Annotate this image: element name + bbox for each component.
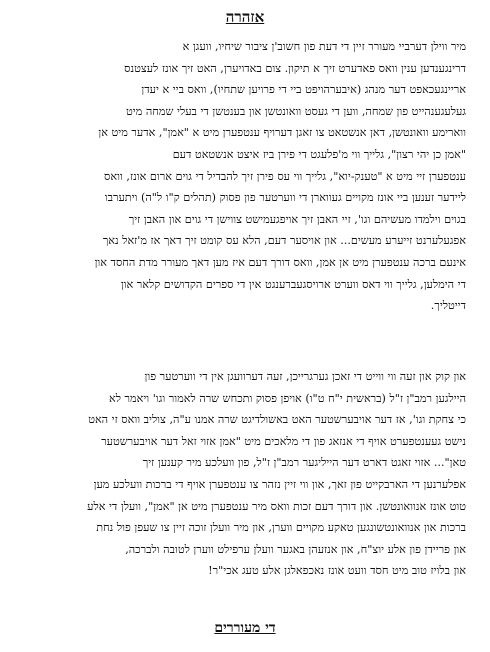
text-line: ענטפערן זיי מיט א "טענק-יוא", גלייך ווי עס פירן זיך להבדיל די גוים ארום אונז, וואס — [104, 169, 466, 183]
text-line: נישט געענטפערט אויף די אנזאג פון די מלאכים מיט "אמן אזוי זאל דער אויבערשטער — [101, 434, 466, 448]
text-line: טאן"... אזוי זאגט דארט דער הייליגער רמב"ן ז"ל, פון וועלכע מיר קענען זיך — [142, 456, 466, 470]
page-title: אזהרה — [225, 8, 265, 26]
paragraph-1 — [26, 36, 466, 317]
text-line: ברכות און אנוואונטשונגען טאקע מקויים ווערן, און מיר וועלן זוכה זיין צו שעפן פול נחת — [96, 521, 466, 535]
text-line: און קוק און זעה ווי ווייט די זאכן גערגרייכן, זעה דערוועגן אין די ווערטער פון — [144, 370, 466, 383]
text-line: דייטליך. — [430, 299, 466, 313]
signature: די מעוררים — [214, 620, 276, 636]
text-line: און פריידן פון אלע יוצ"ח, און אנזעהן באגער וועלן ערפילט ווערן לטובה ולברכה, — [125, 542, 466, 556]
text-line: אפגעלערנט זייערע מעשים... און אויסער דעם, הלא עס קומט זיך דאך אז מ'זאל נאך — [102, 234, 466, 248]
paragraph-2 — [26, 366, 466, 582]
text-line: אריינגעכאפט דער מנהג (איבערהויפט ביי די פרויען שתחיו), וואס ביי א יעדן — [141, 83, 466, 97]
text-line: כי צחקת וגו', אז דער אויבערשטער האט באשולדיגט שרה אמנו ע"ה, צוליב וואס זי האט — [88, 413, 466, 427]
text-line: אפלערנען די הארבקייט פון זאך, און ווי זיין נזהר צו ענטפערן אויף די ברכות וועלכע מען — [93, 477, 466, 491]
text-line: אינעם ברכה ענטפערן מיט אן אמן, וואס דורך דעם איז מען דאך מעורר מדת החסד און — [94, 255, 466, 269]
text-line: און בלויז טוב מיט חסד וועט אונז נאכפאלגן אלע טעג אכי"ר! — [208, 564, 466, 578]
text-line: טוט אונז אנוואונטשן. און דורך דעם זכות וואס מיר ענטפערן מיט אן "אמן", וועלן די אלע — [87, 499, 466, 513]
text-line: "אמן כן יהי רצון", גלייך ווי מ'פלעגט די פירן ביז איצט אנשטאט דעם — [172, 147, 466, 161]
text-line: דרינגענדען ענין וואס פאדערט זיך א תיקון. צום באדויערן, האט זיך אונז לעצטנס — [124, 61, 466, 75]
text-line: בגוים וילמדו מעשיהם וגו', זיי האבן זיך אויפגעמישט צווישן די גוים און האבן זיך — [128, 212, 466, 226]
text-line: ליידער זענען ביי אונז מקויים געווארן די ווערטער פון פסוק (תהלים ק"ו ל"ה) ויתערבו — [104, 191, 466, 205]
text-line: ווארימע וואונטשן, דאן אנשטאט צו זאגן דערויף ענטפערן מיט א "אמן", אדער מיט אן — [98, 126, 466, 140]
text-line: די הימלען, גלייך ווי דאס ווערט ארויסגעברענגט אין די ספרים הקדושים קלאר און — [120, 277, 466, 291]
text-line: מיר ווילן דערביי מעורר זיין די דעת פון חשוב'ן ציבור שיחיו, וועגן א — [182, 40, 466, 53]
text-line: היילגען רמב"ן ז"ל (בראשית י"ח ט"ו) אויפן פסוק ותכחש שרה לאמור וגו' ויאמר לא — [109, 391, 466, 405]
text-line: געלעגענהייט פון שמחה, ווען די געסט וואונטשן און בענטשן די בעלי שמחה מיט — [125, 104, 466, 118]
